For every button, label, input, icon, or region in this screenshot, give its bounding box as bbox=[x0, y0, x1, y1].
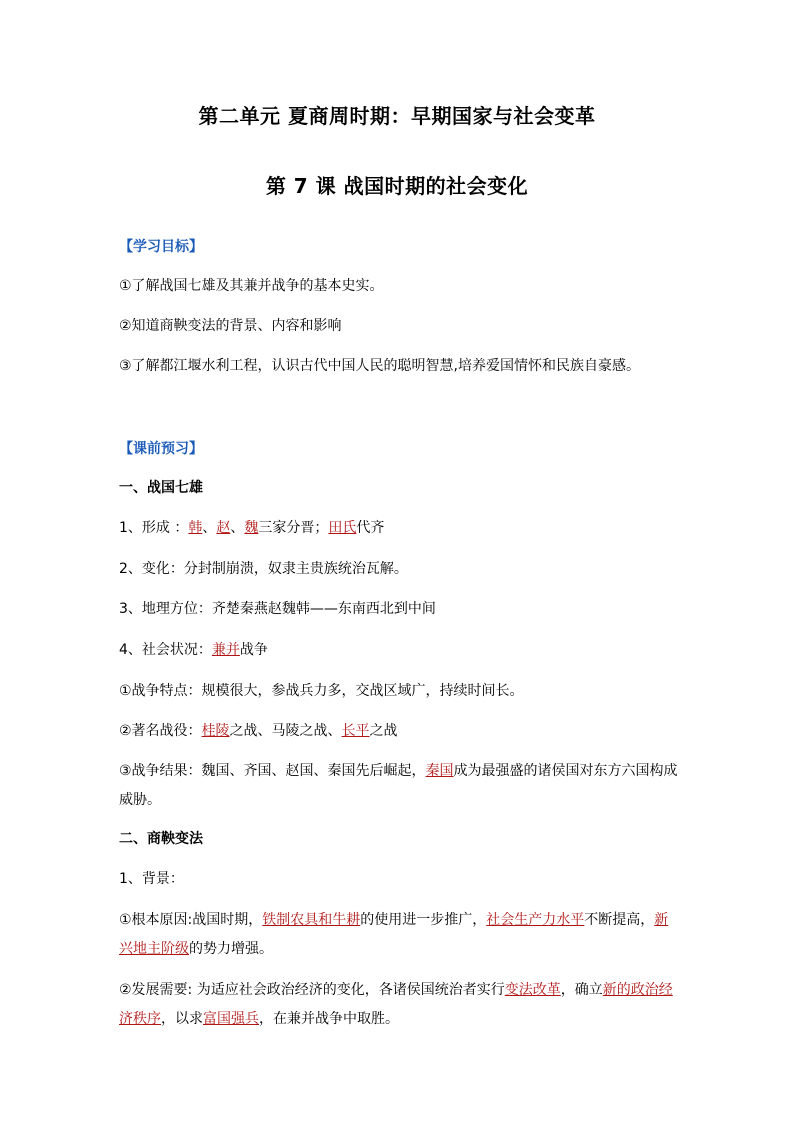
battles-line bbox=[119, 721, 398, 741]
root-mid: 的使用进一步推广， bbox=[360, 912, 487, 928]
answer-iron-tools: 铁制农具和牛耕 bbox=[262, 912, 361, 928]
social-label: 4、社会状况： bbox=[119, 642, 212, 658]
answer-han: 韩 bbox=[188, 520, 203, 536]
root-tail: 的势力增强。 bbox=[189, 941, 273, 957]
battles-label: ②著名战役： bbox=[119, 723, 202, 739]
need-pre: ②发展需要: 为适应社会政治经济的变化，各诸侯国统治者实行 bbox=[119, 982, 505, 998]
preview-header: 【课前预习】 bbox=[119, 441, 203, 457]
section-heading-seven-states: 一、战国七雄 bbox=[119, 480, 203, 496]
formation-tail: 代齐 bbox=[356, 520, 385, 536]
objective-item: ③了解都江堰水利工程，认识古代中国人民的聪明智慧,培养爱国情怀和民族自豪感。 bbox=[119, 358, 640, 374]
lesson-title: 第 7 课 战国时期的社会变化 bbox=[265, 174, 529, 198]
answer-landlord-class: 新兴地主阶级 bbox=[119, 912, 669, 957]
answer-rich-strong: 富国强兵 bbox=[203, 1011, 259, 1027]
change-line: 2、变化：分封制崩溃，奴隶主贵族统治瓦解。 bbox=[119, 561, 408, 577]
answer-productivity: 社会生产力水平 bbox=[486, 912, 585, 928]
need-mid: ，确立 bbox=[560, 982, 603, 998]
result-pre: ③战争结果：魏国、齐国、赵国、秦国先后崛起， bbox=[119, 763, 426, 779]
result-paragraph bbox=[119, 757, 679, 815]
formation-label: 1、形成 ： bbox=[119, 520, 189, 536]
geo-line: 3、地理方位：齐楚秦燕赵魏韩——东南西北到中间 bbox=[119, 601, 436, 617]
answer-changping: 长平 bbox=[341, 723, 370, 739]
need-tail: ，在兼并战争中取胜。 bbox=[259, 1011, 399, 1027]
separator: 、 bbox=[202, 520, 217, 536]
answer-new-order: 新的政治经济秩序 bbox=[119, 982, 673, 1027]
objective-item: ②知道商鞅变法的背景、内容和影响 bbox=[119, 318, 342, 334]
answer-wei: 魏 bbox=[244, 520, 259, 536]
root-mid2: 不断提高， bbox=[584, 912, 655, 928]
result-tail: 成为最强盛的诸侯国对东方六国构成威胁。 bbox=[119, 763, 678, 808]
root-pre: ①根本原因:战国时期， bbox=[119, 912, 263, 928]
formation-mid: 三家分晋； bbox=[258, 520, 329, 536]
battles-tail: 之战 bbox=[369, 723, 398, 739]
section-heading-shang-yang: 二、商鞅变法 bbox=[119, 831, 203, 847]
answer-guiling: 桂陵 bbox=[201, 723, 230, 739]
formation-line bbox=[119, 518, 384, 538]
battles-mid: 之战、马陵之战、 bbox=[229, 723, 342, 739]
separator: 、 bbox=[230, 520, 245, 536]
social-tail: 战争 bbox=[239, 642, 268, 658]
answer-qin: 秦国 bbox=[425, 763, 454, 779]
answer-annexation: 兼并 bbox=[211, 642, 240, 658]
objectives-header: 【学习目标】 bbox=[119, 239, 203, 255]
answer-zhao: 赵 bbox=[216, 520, 231, 536]
need-paragraph bbox=[119, 976, 679, 1034]
root-cause-paragraph bbox=[119, 906, 679, 964]
features-line: ①战争特点：规模很大，参战兵力多，交战区域广，持续时间长。 bbox=[119, 683, 524, 699]
social-line bbox=[119, 640, 268, 660]
unit-title: 第二单元 夏商周时期：早期国家与社会变革 bbox=[198, 104, 596, 128]
objective-item: ①了解战国七雄及其兼并战争的基本史实。 bbox=[119, 278, 384, 294]
need-mid2: ，以求 bbox=[161, 1011, 203, 1027]
answer-reform: 变法改革 bbox=[504, 982, 561, 998]
background-line: 1、背景： bbox=[119, 871, 184, 887]
answer-tianshi: 田氏 bbox=[328, 520, 357, 536]
